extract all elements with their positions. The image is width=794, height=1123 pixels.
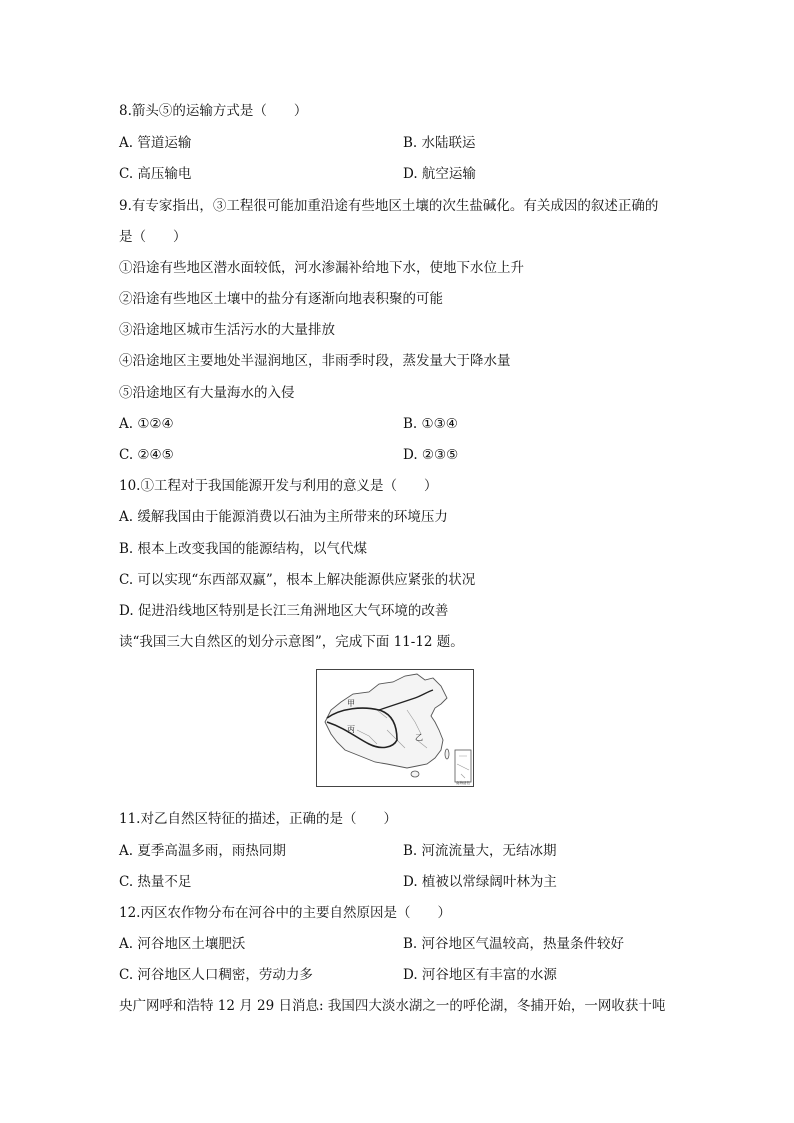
q8-option-c: C. 高压输电 [119, 166, 192, 182]
q9-statement-3: ③沿途地区城市生活污水的大量排放 [119, 322, 335, 338]
q9-statement-4: ④沿途地区主要地处半湿润地区，非雨季时段，蒸发量大于降水量 [119, 353, 511, 369]
q8-stem: 8.箭头⑤的运输方式是（ ） [119, 103, 308, 119]
map-drawing [317, 670, 473, 786]
q12-stem: 12.丙区农作物分布在河谷中的主要自然原因是（ ） [119, 905, 451, 921]
q12-option-c: C. 河谷地区人口稠密，劳动力多 [119, 967, 313, 983]
q11-option-c: C. 热量不足 [119, 874, 192, 890]
label-yi: 乙 [415, 733, 423, 742]
q11-option-b: B. 河流流量大，无结冰期 [403, 843, 557, 859]
q9-stem-line1: 9.有专家指出，③工程很可能加重沿途有些地区土壤的次生盐碱化。有关成因的叙述正确的 [119, 198, 659, 214]
q10-option-b: B. 根本上改变我国的能源结构，以气代煤 [119, 541, 368, 557]
inset-caption: 南海诸岛 [456, 781, 470, 785]
label-jia: 甲 [347, 699, 355, 708]
q9-option-c: C. ②④⑤ [119, 447, 174, 463]
q11-stem: 11.对乙自然区特征的描述，正确的是（ ） [119, 811, 397, 827]
hainan-island [411, 771, 419, 777]
q9-statement-1: ①沿途有些地区潜水面较低，河水渗漏补给地下水，使地下水位上升 [119, 260, 524, 276]
q9-statement-2: ②沿途有些地区土壤中的盐分有逐渐向地表积聚的可能 [119, 291, 443, 307]
inset-box [455, 750, 471, 782]
q9-stem-line2: 是（ ） [119, 229, 187, 245]
q8-option-d: D. 航空运输 [403, 166, 476, 182]
label-bing: 丙 [347, 725, 355, 734]
q9-statement-5: ⑤沿途地区有大量海水的入侵 [119, 385, 295, 401]
q10-option-d: D. 促进沿线地区特别是长江三角洲地区大气环境的改善 [119, 603, 449, 619]
q11-option-d: D. 植被以常绿阔叶林为主 [403, 874, 557, 890]
q10-stem: 10.①工程对于我国能源开发与利用的意义是（ ） [119, 478, 438, 494]
q8-option-b: B. 水陆联运 [403, 135, 476, 151]
q9-option-d: D. ②③⑤ [403, 447, 459, 463]
trailing-paragraph: 央广网呼和浩特 12 月 29 日消息: 我国四大淡水湖之一的呼伦湖，冬捕开始，一网收获十吨 [119, 998, 666, 1014]
q12-option-a: A. 河谷地区土壤肥沃 [119, 936, 246, 952]
q9-option-a: A. ①②④ [119, 416, 174, 432]
q12-option-d: D. 河谷地区有丰富的水源 [403, 967, 557, 983]
china-natural-regions-map [316, 669, 474, 787]
q9-option-b: B. ①③④ [403, 416, 458, 432]
q10-option-c: C. 可以实现“东西部双赢”，根本上解决能源供应紧张的状况 [119, 572, 476, 588]
q12-option-b: B. 河谷地区气温较高，热量条件较好 [403, 936, 625, 952]
china-outline [325, 674, 447, 768]
q11-option-a: A. 夏季高温多雨，雨热同期 [119, 843, 286, 859]
q8-option-a: A. 管道运输 [119, 135, 192, 151]
map-intro: 读“我国三大自然区的划分示意图”，完成下面 11-12 题。 [119, 634, 464, 650]
q10-option-a: A. 缓解我国由于能源消费以石油为主所带来的环境压力 [119, 509, 448, 525]
taiwan-island [445, 749, 449, 759]
